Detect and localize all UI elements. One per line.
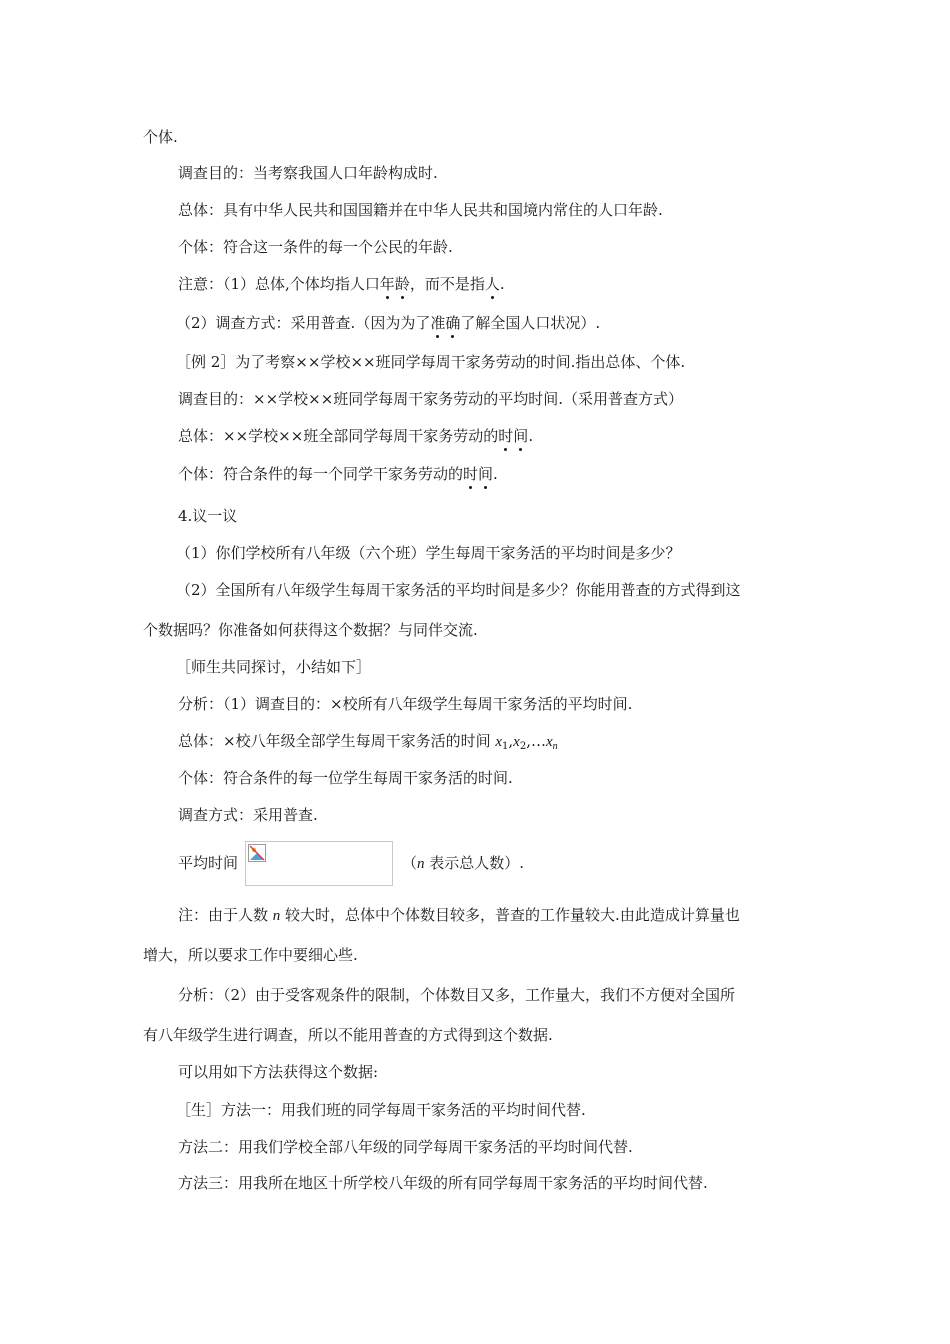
emphasis-dot-char: 人 [484,275,500,293]
text: 调查目的：当考察我国人口年龄构成时. [178,164,438,182]
text-line [176,352,685,372]
text: 表示总人数）. [424,854,525,872]
text: 分析：（1）调查目的：×校所有八年级学生每周干家务活的平均时间. [178,695,633,713]
math-var: n [272,908,281,924]
text-line [143,945,358,965]
text-line [178,1137,633,1157]
text-line [176,1100,586,1120]
text-line [178,274,505,294]
text: ［师生共同探讨，小结如下］ [176,658,372,676]
text: 方法二：用我们学校全部八年级的同学每周干家务活的平均时间代替. [178,1138,633,1156]
text-line [178,985,735,1005]
text-line [402,853,524,874]
math-subscript: 1 [502,741,509,752]
text-line [176,580,741,600]
text: 总体：×校八年级全部学生每周干家务活的时间 [178,732,496,750]
text-line [143,620,478,640]
math-subscript: n [552,741,558,752]
text-line [143,127,178,147]
section-heading [178,506,237,526]
text: 有八年级学生进行调查，所以不能用普查的方式得到这个数据. [143,1026,553,1044]
text-line [178,768,513,788]
text: 平均时间 [178,854,239,872]
text: ，而不是指 [409,275,485,293]
text: 调查目的：××学校××班同学每周干家务劳动的平均时间.（采用普查方式） [178,390,684,408]
text: 个体：符合条件的每一位学生每周干家务活的时间. [178,769,513,787]
emphasis-dot-char: 间 [513,427,529,445]
text: ［例 2］为了考察××学校××班同学每周干家务劳动的时间.指出总体、个体. [176,353,686,371]
emphasis-dot-char: 时 [463,465,479,483]
emphasis-dot-char: 确 [445,314,461,332]
math-var: x [546,734,553,750]
text-line [178,426,533,446]
text: ［生］方法一：用我们班的同学每周干家务活的平均时间代替. [176,1101,586,1119]
text-line [176,657,371,677]
emphasis-dot-char: 年 [379,275,395,293]
text: （1）你们学校所有八年级（六个班）学生每周干家务活的平均时间是多少？ [176,544,681,562]
text: 注：由于人数 [178,906,273,924]
text: 个数据吗？你准备如何获得这个数据？与同伴交流. [143,621,478,639]
text: , [508,732,514,750]
text-line [178,905,740,926]
math-subscript: 2 [519,741,527,752]
text-line [176,313,600,333]
text: ,… [526,732,546,750]
text-line [178,464,498,484]
text: . [493,465,498,483]
emphasis-dot-char: 时 [498,427,514,445]
math-var: x [513,734,520,750]
text: （2）调查方式：采用普查.（因为为了 [176,314,431,332]
text-line [178,1173,708,1193]
math-var: x [495,734,503,750]
math-var: n [417,856,425,872]
text: 增大，所以要求工作中要细心些. [143,946,358,964]
text: 调查方式：采用普查. [178,806,318,824]
text: . [528,427,534,445]
text-line [176,543,681,563]
emphasis-dot-char: 龄 [394,275,410,293]
text: . [499,275,505,293]
text: 4.议一议 [178,507,238,525]
text-line [178,1062,378,1082]
text-line [178,389,683,409]
broken-image-icon [248,844,266,862]
text: 方法三：用我所在地区十所学校八年级的所有同学每周干家务活的平均时间代替. [178,1174,708,1192]
text: （2）全国所有八年级学生每周干家务活的平均时间是多少？你能用普查的方式得到这 [176,581,741,599]
text-line [178,237,453,257]
text-line [178,853,238,873]
text: 总体：具有中华人民共和国国籍并在中华人民共和国境内常住的人口年龄. [178,201,663,219]
text-line [178,731,558,752]
text-line [178,805,318,825]
text-line [178,694,632,714]
text: 总体：××学校××班全部同学每周干家务劳动的 [178,427,499,445]
emphasis-dot-char: 准 [430,314,446,332]
text: 可以用如下方法获得这个数据: [178,1063,379,1081]
text: （ [402,854,418,872]
text: 了解全国人口状况）. [460,314,601,332]
text: 个体. [143,128,178,146]
text: 较大时，总体中个体数目较多，普查的工作量较大.由此造成计算量也 [280,906,740,924]
emphasis-dot-char: 间 [478,465,494,483]
text-line [178,200,663,220]
text: 注意：（1）总体,个体均指人口 [178,275,380,293]
text-line [143,1025,553,1045]
text-line [178,163,438,183]
text: 个体：符合这一条件的每一个公民的年龄. [178,238,453,256]
text: 个体：符合条件的每一个同学干家务劳动的 [178,465,464,483]
formula-image-placeholder [245,841,393,886]
text: 分析：（2）由于受客观条件的限制，个体数目又多，工作量大，我们不方便对全国所 [178,986,736,1004]
